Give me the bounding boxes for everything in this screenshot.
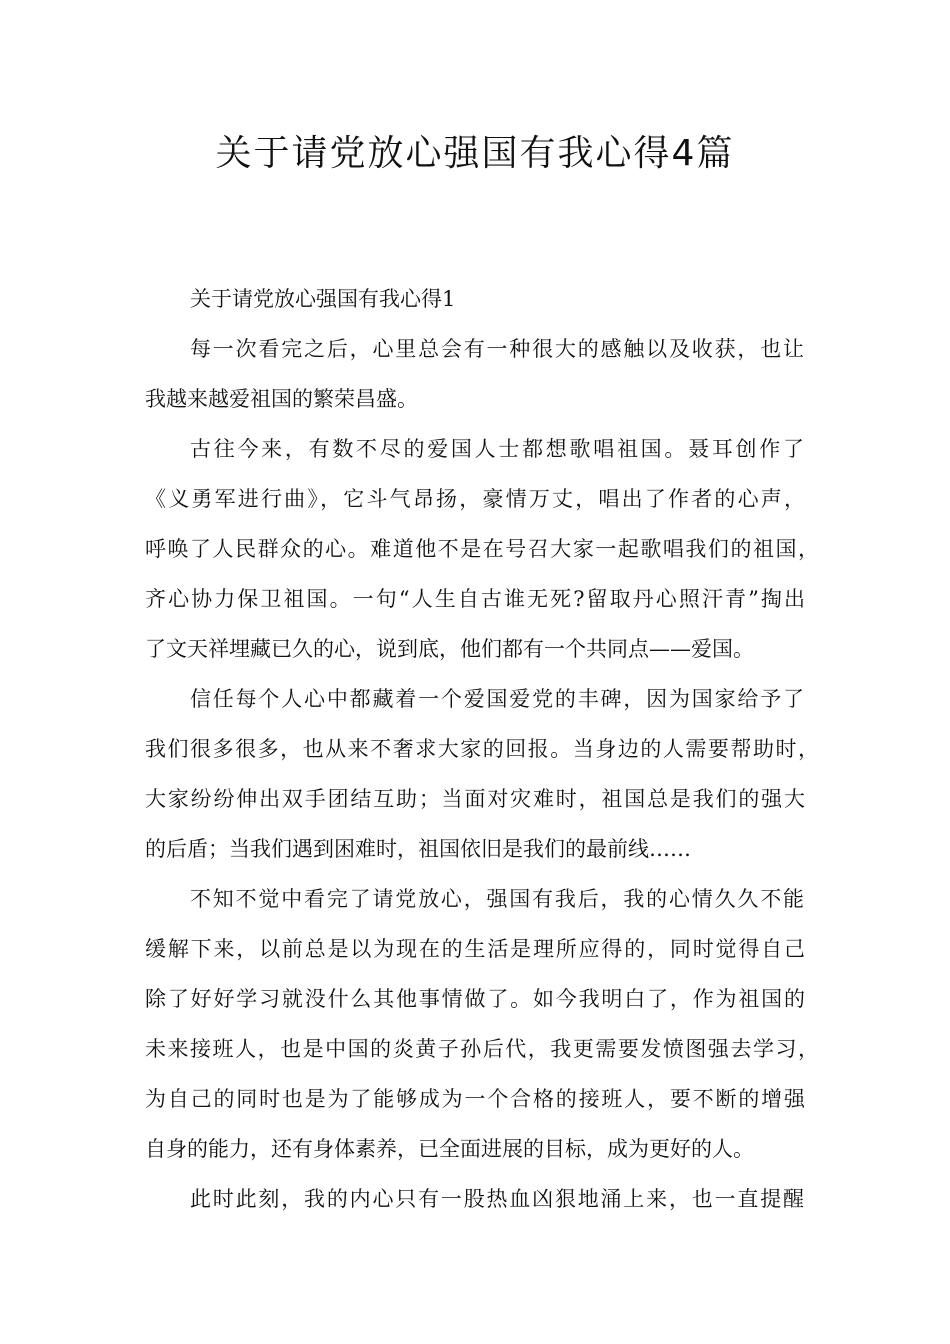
text-line: 呼唤了人民群众的心。难道他不是在号召大家一起歌唱我们的祖国， <box>145 537 819 561</box>
text-line: 除了好好学习就没什么其他事情做了。如今我明白了，作为祖国的 <box>145 987 805 1011</box>
text-line: 不知不觉中看完了请党放心，强国有我后，我的心情久久不能 <box>190 887 804 911</box>
text-line: 我越来越爱祖国的繁荣昌盛。 <box>145 387 418 411</box>
text-line: 大家纷纷伸出双手团结互助；当面对灾难时，祖国总是我们的强大 <box>145 787 805 811</box>
text-line: 未来接班人，也是中国的炎黄子孙后代，我更需要发愤图强去学习， <box>145 1037 819 1061</box>
text-line: 了文天祥埋藏已久的心，说到底，他们都有一个共同点——爱国。 <box>145 637 754 661</box>
text-line: 此时此刻，我的内心只有一股热血凶狠地涌上来，也一直提醒 <box>190 1187 804 1211</box>
text-line: 自身的能力，还有身体素养，已全面进展的目标，成为更好的人。 <box>145 1137 754 1161</box>
text-line: 的后盾；当我们遇到困难时，祖国依旧是我们的最前线…… <box>145 837 691 861</box>
section-heading: 关于请党放心强国有我心得1 <box>190 287 456 311</box>
document-title: 关于请党放心强国有我心得4篇 <box>215 133 735 174</box>
text-line: 每一次看完之后，心里总会有一种很大的感触以及收获，也让 <box>190 337 804 361</box>
text-line: 我们很多很多，也从来不奢求大家的回报。当身边的人需要帮助时， <box>145 737 819 761</box>
text-line: 古往今来，有数不尽的爱国人士都想歌唱祖国。聂耳创作了 <box>190 437 804 461</box>
text-line: 信任每个人心中都藏着一个爱国爱党的丰碑，因为国家给予了 <box>190 687 804 711</box>
text-line: 为自己的同时也是为了能够成为一个合格的接班人，要不断的增强 <box>145 1087 805 1111</box>
text-line: 《义勇军进行曲》，它斗气昂扬，豪情万丈，唱出了作者的心声， <box>145 487 805 511</box>
text-line: 缓解下来，以前总是以为现在的生活是理所应得的，同时觉得自己 <box>145 937 805 961</box>
text-line: 齐心协力保卫祖国。一句“人生自古谁无死?留取丹心照汗青”掏出 <box>145 587 805 611</box>
